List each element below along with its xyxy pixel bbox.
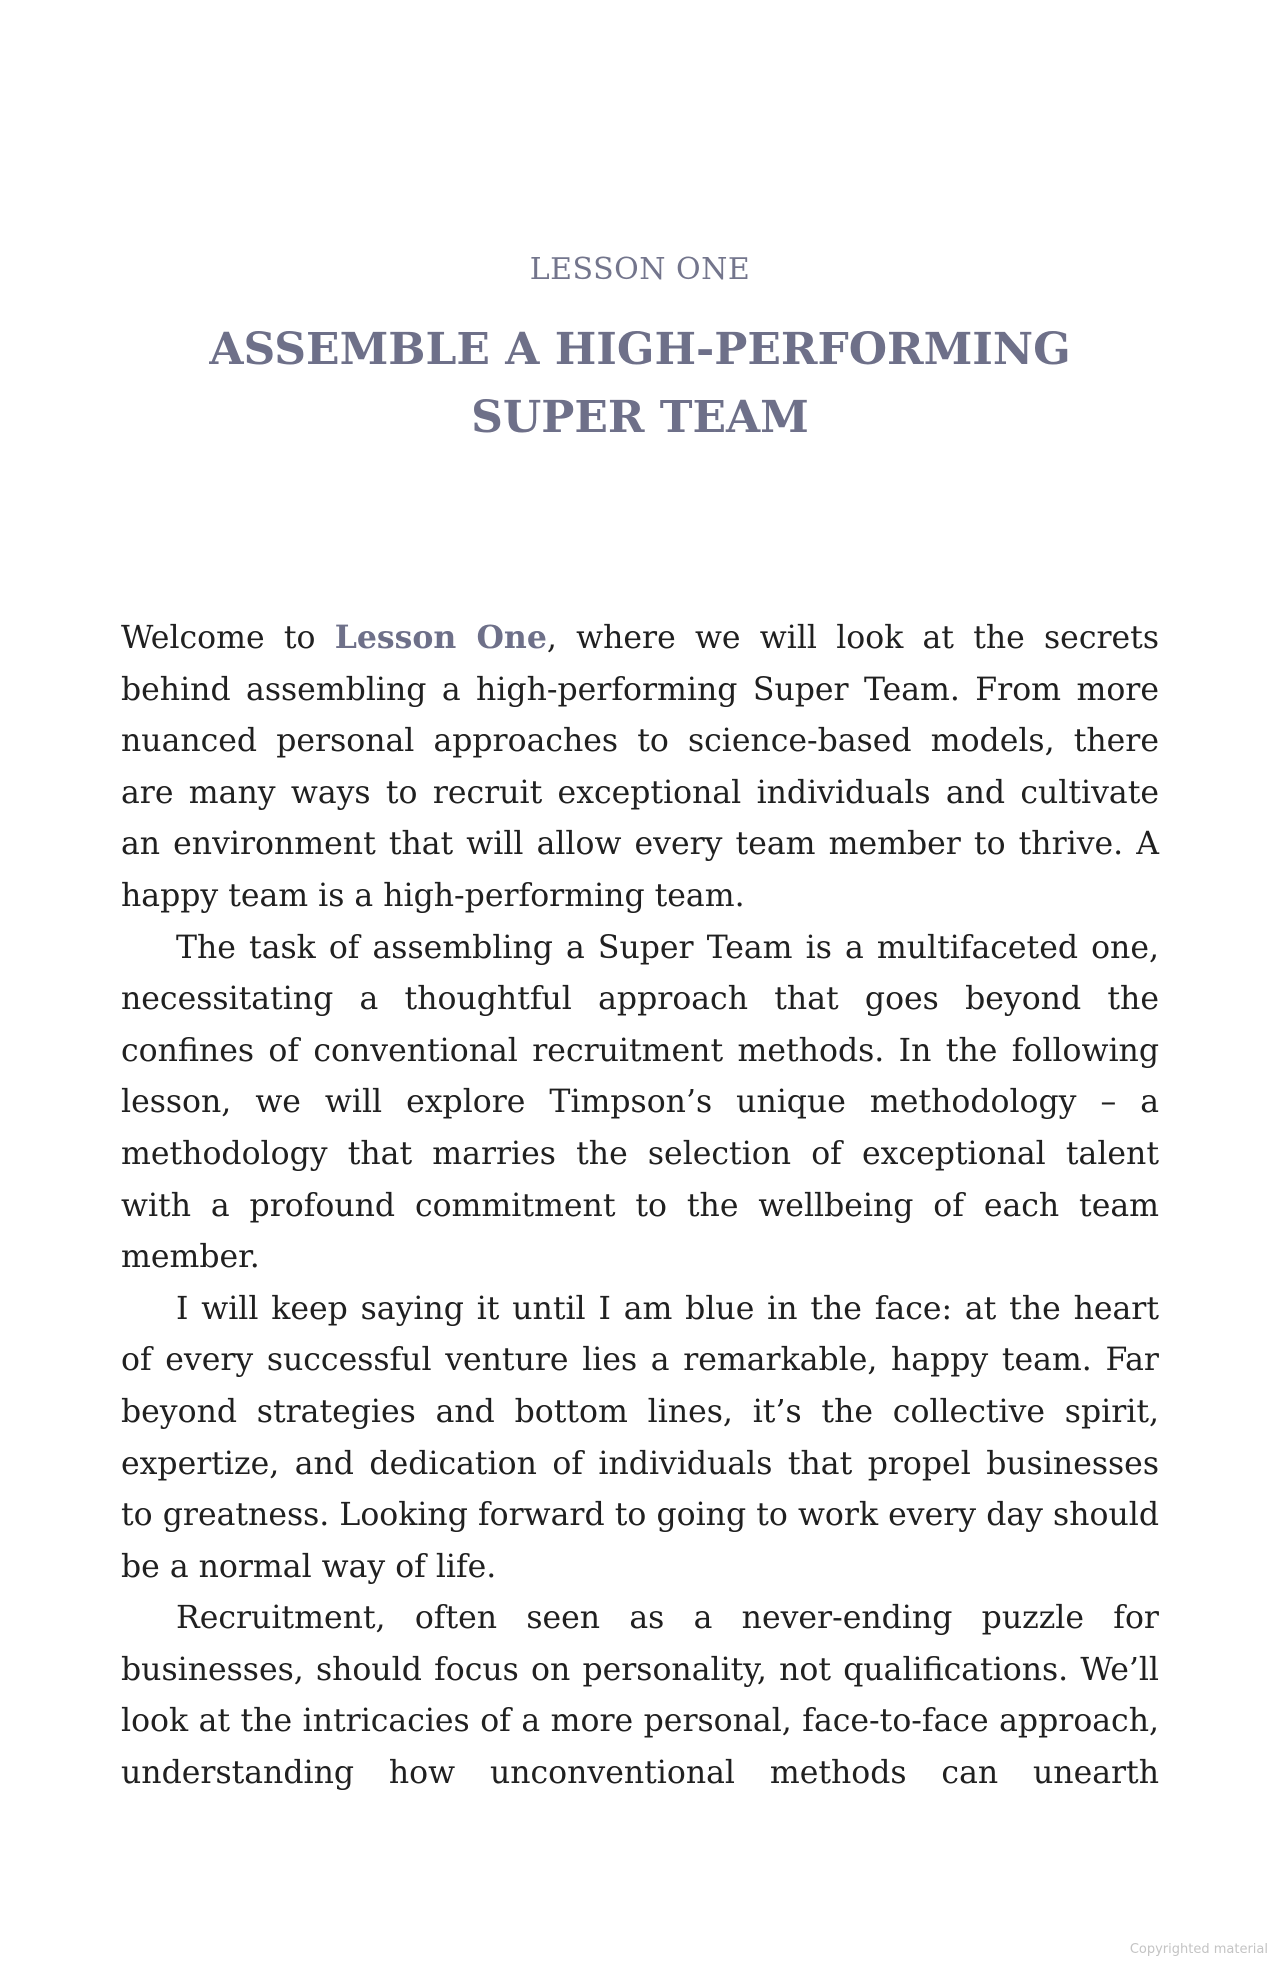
copyright-watermark: Copyrighted material bbox=[1129, 1942, 1268, 1957]
lesson-one-link: Lesson One bbox=[334, 619, 547, 656]
paragraph-1 bbox=[121, 612, 1159, 923]
paragraph-1-intro: Welcome to bbox=[121, 620, 335, 656]
paragraph-4: Recruitment, often seen as a never-ending puzzle for businesses, should focus on personality, not qualifications. We’ll look at the intricacies of a more personal, face-to-face approach, understanding how unconventional methods can unearth bbox=[121, 1600, 1159, 1792]
body-text bbox=[121, 612, 1159, 1800]
paragraph-1-rest: , where we will look at the secrets behind assembling a high-performing Super Team. From more nuanced personal approaches to science-based models, there are many ways to recruit exceptional individuals and cultivate an environment that will allow every team member to thrive. A happy team is a high-performing team. bbox=[121, 620, 1159, 914]
paragraph-3: I will keep saying it until I am blue in the face: at the heart of every successful venture lies a remarkable, happy team. Far beyond strategies and bottom lines, it’s the collective spirit, expertize, and dedication of individuals that propel businesses to greatness. Looking forward to going to work every day should be a normal way of life. bbox=[121, 1290, 1159, 1585]
lesson-title: ASSEMBLE A HIGH-PERFORMING SUPER TEAM bbox=[209, 324, 1071, 443]
paragraph-2: The task of assembling a Super Team is a multifaceted one, necessitating a thoughtful approach that goes beyond the confines of conventional recruitment methods. In the following lesson, we will explore Timpson’s unique methodology – a methodology that marries the selection of exceptional talent with a profound commitment to the wellbeing of each team member. bbox=[121, 929, 1159, 1276]
lesson-label: LESSON ONE bbox=[529, 252, 751, 287]
